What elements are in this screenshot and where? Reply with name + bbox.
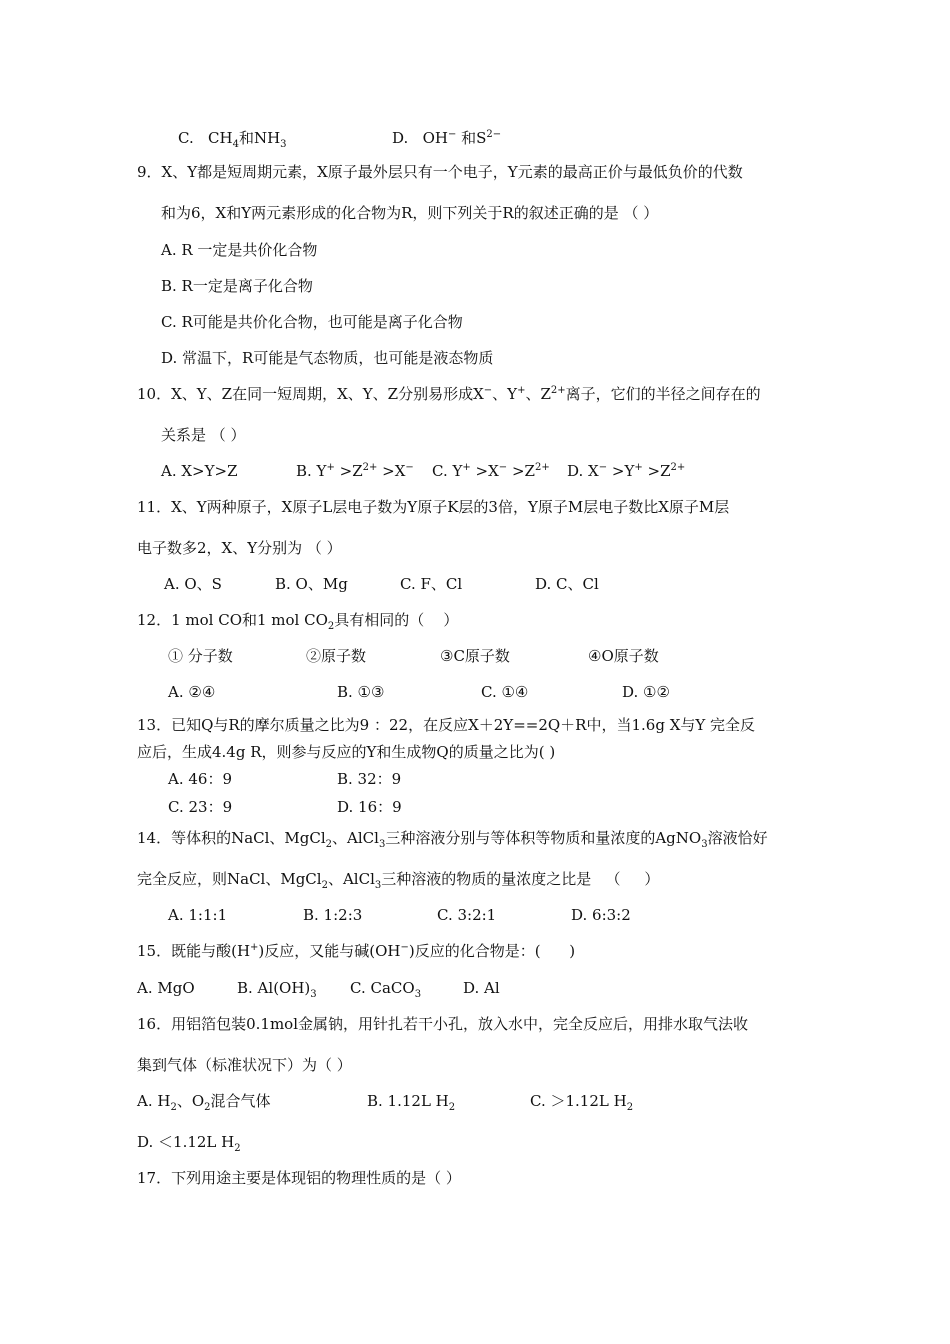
q11-option-b: B. O、Mg bbox=[275, 575, 348, 593]
q15-option-c: C. CaCO$_3$ bbox=[350, 979, 422, 1000]
q16-stem-line2: 集到气体（标准状况下）为（ ） bbox=[137, 1056, 352, 1074]
q9-stem-line2: 和为6，X和Y两元素形成的化合物为R，则下列关于R的叙述正确的是 （ ） bbox=[161, 204, 659, 222]
q14-option-c: C. 3:2:1 bbox=[437, 906, 497, 924]
q13-option-a: A. 46：9 bbox=[168, 770, 232, 788]
q13-options-row1 bbox=[0, 769, 950, 789]
q12-item-4: ④O原子数 bbox=[588, 647, 659, 665]
q12-option-a: A. ②④ bbox=[168, 683, 216, 701]
q10-option-d: D. $X^- >Y^+ >Z^{2+}$ bbox=[567, 462, 686, 480]
q12-item-1: ① 分子数 bbox=[168, 647, 233, 665]
q16-options-row1 bbox=[0, 1091, 950, 1111]
q11-options bbox=[0, 574, 950, 594]
q8-options bbox=[0, 128, 950, 148]
q9-option-b: B. R一定是离子化合物 bbox=[161, 277, 313, 295]
q10-stem-line2: 关系是 （ ） bbox=[161, 426, 246, 444]
q13-options-row2 bbox=[0, 797, 950, 817]
q12-item-3: ③C原子数 bbox=[440, 647, 510, 665]
q12-option-c: C. ①④ bbox=[481, 683, 529, 701]
q12-options bbox=[0, 682, 950, 702]
q9-stem-line1: 9．X、Y都是短周期元素，X原子最外层只有一个电子，Y元素的最高正价与最低负价的代数 bbox=[137, 163, 743, 181]
q15-options bbox=[0, 978, 950, 998]
q12-stem: 12．1 mol CO和1 mol $CO_2$具有相同的（ ） bbox=[137, 611, 459, 632]
q12-option-d: D. ①② bbox=[622, 683, 670, 701]
q10-option-c: C. $Y^+ >X^- >Z^{2+}$ bbox=[432, 462, 550, 480]
q9-option-a: A. R 一定是共价化合物 bbox=[161, 241, 318, 259]
q16-option-b: B. 1.12L $H_2$ bbox=[367, 1092, 456, 1113]
q11-stem-line2: 电子数多2，X、Y分别为 （ ） bbox=[137, 539, 342, 557]
q15-option-a: A. MgO bbox=[137, 979, 195, 997]
q8-option-d: D. OH− 和$S^{2-}$ bbox=[392, 129, 502, 147]
q15-option-b: B. $Al(OH)_3$ bbox=[237, 979, 317, 1000]
q13-stem-line1: 13．已知Q与R的摩尔质量之比为9 ：22，在反应X＋2Y==2Q＋R中，当1.6g X与Y 完全反 bbox=[137, 716, 756, 734]
q13-option-d: D. 16：9 bbox=[337, 798, 402, 816]
q14-option-a: A. 1:1:1 bbox=[168, 906, 228, 924]
q13-option-b: B. 32：9 bbox=[337, 770, 402, 788]
q14-stem-line1: 14．等体积的NaCl、MgCl$_2$、AlCl$_3$三种溶液分别与等体积等物质和量浓度的AgNO$_3$溶液恰好 bbox=[137, 829, 768, 850]
q16-stem-line1: 16．用铝箔包装0.1mol金属钠，用针扎若干小孔，放入水中，完全反应后，用排水取气法收 bbox=[137, 1015, 748, 1033]
q14-option-b: B. 1:2:3 bbox=[303, 906, 363, 924]
q12-item-2: ②原子数 bbox=[306, 647, 367, 665]
q11-option-d: D. C、Cl bbox=[535, 575, 599, 593]
q8-option-c: C. $CH_4$和$NH_3$ bbox=[178, 129, 287, 150]
q14-stem-line2: 完全反应，则NaCl、MgCl$_2$、AlCl$_3$三种溶液的物质的量浓度之比是 （ ） bbox=[137, 870, 660, 891]
q15-stem: 15．既能与酸(H+)反应，又能与碱(OH−)反应的化合物是：( ) bbox=[137, 942, 576, 960]
q12-option-b: B. ①③ bbox=[337, 683, 385, 701]
q9-option-d: D. 常温下，R可能是气态物质，也可能是液态物质 bbox=[161, 349, 494, 367]
q13-option-c: C. 23：9 bbox=[168, 798, 233, 816]
q13-stem-line2: 应后，生成4.4g R，则参与反应的Y和生成物Q的质量之比为( ) bbox=[137, 743, 556, 761]
q10-options bbox=[0, 461, 950, 481]
q16-option-d: D. ＜1.12L $H_2$ bbox=[137, 1133, 241, 1154]
q11-stem-line1: 11．X、Y两种原子，X原子L层电子数为Y原子K层的3倍，Y原子M层电子数比X原子M层 bbox=[137, 498, 730, 516]
q16-option-a: A. $H_2$、$O_2$混合气体 bbox=[137, 1092, 271, 1113]
q10-stem-line1: 10．X、Y、Z在同一短周期，X、Y、Z分别易形成X−、Y+、$Z^{2+}$离子，它们的半径之间存在的 bbox=[137, 385, 761, 403]
q11-option-c: C. F、Cl bbox=[400, 575, 463, 593]
q9-option-c: C. R可能是共价化合物，也可能是离子化合物 bbox=[161, 313, 463, 331]
q14-options bbox=[0, 905, 950, 925]
q10-option-a: A. X>Y>Z bbox=[161, 462, 238, 480]
q12-items bbox=[0, 646, 950, 666]
q14-option-d: D. 6:3:2 bbox=[571, 906, 631, 924]
q15-option-d: D. Al bbox=[463, 979, 500, 997]
q16-option-c: C. ＞1.12L $H_2$ bbox=[530, 1092, 634, 1113]
q10-option-b: B. $Y^+ >Z^{2+} >X^-$ bbox=[296, 462, 414, 480]
q11-option-a: A. O、S bbox=[164, 575, 222, 593]
q17-stem: 17．下列用途主要是体现铝的物理性质的是（ ） bbox=[137, 1169, 461, 1187]
